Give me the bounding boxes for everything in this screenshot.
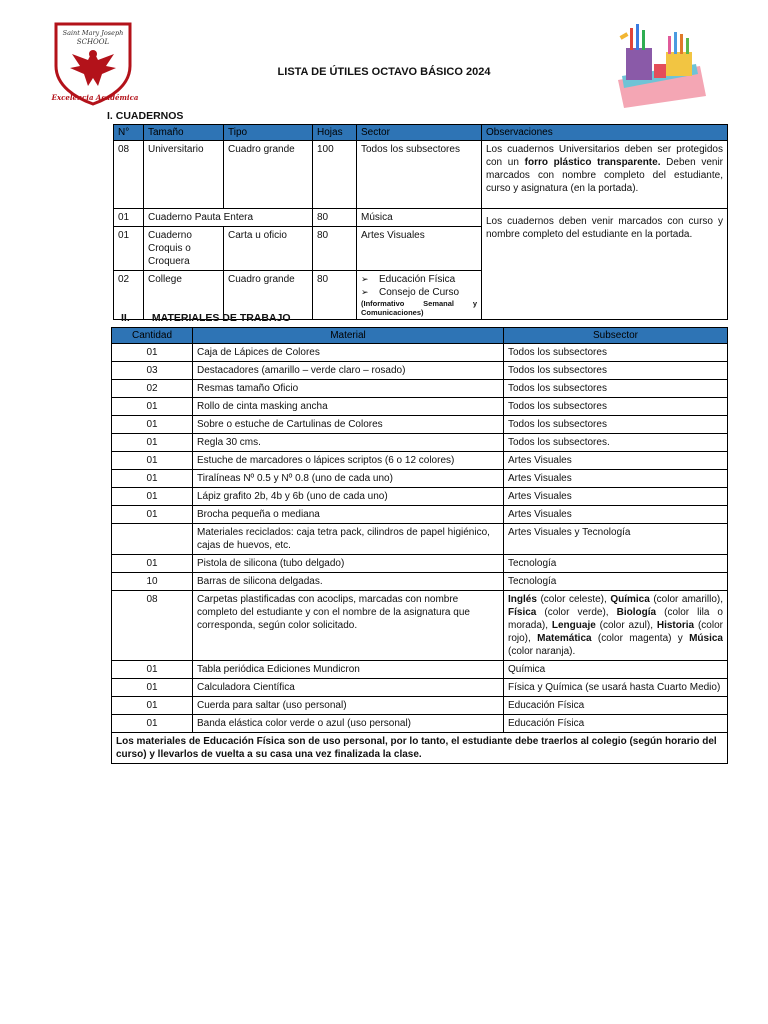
col-header: Hojas — [313, 125, 357, 141]
cell: Cuadro grande — [224, 141, 313, 209]
cell: College — [144, 271, 224, 320]
cell: 08 — [114, 141, 144, 209]
table-header-row — [114, 125, 728, 141]
cell: 80 — [313, 271, 357, 320]
subsector-cell: Educación Física — [504, 697, 728, 715]
subject-name: Física — [508, 607, 537, 618]
subsector-cell: Artes Visuales — [504, 506, 728, 524]
subsector-cell: Física y Química (se usará hasta Cuarto Medio) — [504, 679, 728, 697]
cell: 80 — [313, 227, 357, 271]
table-row — [112, 591, 728, 661]
material-cell: Caja de Lápices de Colores — [193, 344, 504, 362]
subject-color: (color amarillo), — [649, 594, 723, 605]
section-2-number: II. — [121, 312, 130, 324]
table-row — [112, 470, 728, 488]
table-header-row — [112, 328, 728, 344]
quantity-cell: 01 — [112, 434, 193, 452]
subject-name: Biología — [616, 607, 657, 618]
material-cell: Regla 30 cms. — [193, 434, 504, 452]
subject-color: (color lila o morada), — [508, 607, 723, 631]
cell: 80 — [313, 209, 357, 227]
quantity-cell: 10 — [112, 573, 193, 591]
table-row — [112, 573, 728, 591]
subsector-cell: Todos los subsectores — [504, 380, 728, 398]
col-header: Cantidad — [112, 328, 193, 344]
material-cell: Resmas tamaño Oficio — [193, 380, 504, 398]
material-cell: Lápiz grafito 2b, 4b y 6b (uno de cada uno) — [193, 488, 504, 506]
col-header: Tamaño — [144, 125, 224, 141]
quantity-cell: 01 — [112, 555, 193, 573]
table-row — [114, 209, 728, 227]
col-header: Observaciones — [482, 125, 728, 141]
table-row — [112, 416, 728, 434]
material-cell: Materiales reciclados: caja tetra pack, cilindros de papel higiénico, cajas de huevos, etc. — [193, 524, 504, 555]
col-header: Material — [193, 328, 504, 344]
obs-text: Los cuadernos Universitarios deben ser protegidos con un — [486, 144, 723, 168]
cell: Cuaderno Pauta Entera — [144, 209, 313, 227]
page-title: LISTA DE ÚTILES OCTAVO BÁSICO 2024 — [277, 66, 491, 78]
quantity-cell: 01 — [112, 452, 193, 470]
material-cell: Pistola de silicona (tubo delgado) — [193, 555, 504, 573]
sector-note: (Informativo Semanal y Comunicaciones) — [361, 299, 477, 317]
subsector-cell: Artes Visuales — [504, 470, 728, 488]
material-cell: Destacadores (amarillo – verde claro – rosado) — [193, 362, 504, 380]
table-row — [112, 398, 728, 416]
cell: 01 — [114, 227, 144, 271]
quantity-cell: 01 — [112, 506, 193, 524]
school-supplies-illustration — [608, 18, 708, 108]
table-row — [112, 555, 728, 573]
cell: Cuaderno Croquis o Croquera — [144, 227, 224, 271]
table-row — [112, 733, 728, 764]
subject-color: (color azul), — [595, 620, 657, 631]
subject-name: Música — [689, 633, 723, 644]
subsector-cell: Todos los subsectores — [504, 416, 728, 434]
quantity-cell — [112, 524, 193, 555]
logo-school-text: SCHOOL — [76, 38, 110, 46]
quantity-cell: 01 — [112, 488, 193, 506]
quantity-cell: 01 — [112, 661, 193, 679]
footer-note: Los materiales de Educación Física son de uso personal, por lo tanto, el estudiante debe traerlos al colegio (según horario del curso) y llevarlos de vuelta a su casa una vez finalizada la clase. — [112, 733, 728, 764]
col-header: Sector — [357, 125, 482, 141]
subject-color: (color celeste), — [536, 594, 611, 605]
quantity-cell: 01 — [112, 344, 193, 362]
subsector-cell: Artes Visuales y Tecnología — [504, 524, 728, 555]
cell: Música — [357, 209, 482, 227]
material-cell: Tabla periódica Ediciones Mundicron — [193, 661, 504, 679]
table-row — [112, 452, 728, 470]
table-row — [112, 661, 728, 679]
cell: Cuadro grande — [224, 271, 313, 320]
material-cell: Barras de silicona delgadas. — [193, 573, 504, 591]
material-cell: Tiralíneas Nº 0.5 y Nº 0.8 (uno de cada uno) — [193, 470, 504, 488]
table-row — [112, 344, 728, 362]
sector-bullet — [361, 286, 477, 299]
table-row — [112, 715, 728, 733]
subject-name: Química — [610, 594, 650, 605]
section-1-number: I. — [107, 110, 113, 122]
observation-cell: Los cuadernos deben venir marcados con curso y nombre completo del estudiante en la portada. — [482, 209, 728, 320]
quantity-cell: 01 — [112, 697, 193, 715]
cell: 100 — [313, 141, 357, 209]
table-row — [112, 697, 728, 715]
cell: Universitario — [144, 141, 224, 209]
quantity-cell: 01 — [112, 679, 193, 697]
table-row — [114, 141, 728, 209]
table-row — [112, 679, 728, 697]
arrow-bullet-icon: ➢ — [361, 287, 369, 297]
material-cell: Rollo de cinta masking ancha — [193, 398, 504, 416]
quantity-cell: 08 — [112, 591, 193, 661]
material-cell: Banda elástica color verde o azul (uso personal) — [193, 715, 504, 733]
table-row — [112, 524, 728, 555]
quantity-cell: 03 — [112, 362, 193, 380]
subsector-cell: Artes Visuales — [504, 488, 728, 506]
obs-bold-text: forro plástico transparente. — [524, 157, 661, 168]
materials-table — [111, 327, 728, 764]
col-header: N° — [114, 125, 144, 141]
subsector-cell: Todos los subsectores — [504, 344, 728, 362]
subject-color: (color verde), — [536, 607, 617, 618]
cell: Carta u oficio — [224, 227, 313, 271]
subsector-cell: Todos los subsectores — [504, 362, 728, 380]
subsector-cell: Artes Visuales — [504, 452, 728, 470]
quantity-cell: 02 — [112, 380, 193, 398]
subsector-cell — [504, 591, 728, 661]
material-cell: Calculadora Científica — [193, 679, 504, 697]
obs-text: Deben venir marcados con nombre completo del estudiante, curso y asignatura (en la portada). — [486, 157, 724, 194]
logo-motto: Excelencia Académica — [51, 93, 139, 102]
quantity-cell: 01 — [112, 398, 193, 416]
material-cell: Carpetas plastificadas con acoclips, marcadas con nombre completo del estudiante y con el nombre de la asignatura que corresponda, según color solicitado. — [193, 591, 504, 661]
quantity-cell: 01 — [112, 470, 193, 488]
arrow-bullet-icon: ➢ — [361, 274, 369, 284]
section-1-title: CUADERNOS — [115, 110, 184, 122]
section-2-heading — [121, 312, 291, 324]
table-row — [112, 434, 728, 452]
subject-color: (color magenta) y — [591, 633, 690, 644]
material-cell: Brocha pequeña o mediana — [193, 506, 504, 524]
cell: 02 — [114, 271, 144, 320]
subject-name: Historia — [656, 620, 695, 631]
notebooks-table — [113, 124, 728, 320]
material-cell: Estuche de marcadores o lápices scriptos (6 o 12 colores) — [193, 452, 504, 470]
quantity-cell: 01 — [112, 715, 193, 733]
subsector-cell: Educación Física — [504, 715, 728, 733]
section-1-heading — [107, 110, 183, 122]
bullet-text: Educación Física — [379, 274, 456, 285]
cell: Todos los subsectores — [357, 141, 482, 209]
cell — [357, 271, 482, 320]
logo-top-text: Saint Mary Joseph — [62, 29, 124, 37]
sector-bullet — [361, 273, 477, 286]
subject-name: Matemática — [537, 633, 592, 644]
table-row — [112, 506, 728, 524]
col-header: Tipo — [224, 125, 313, 141]
observation-cell — [482, 141, 728, 209]
subject-color: (color rojo), — [508, 620, 723, 644]
table-row — [112, 380, 728, 398]
table-row — [112, 488, 728, 506]
table-row — [112, 362, 728, 380]
subsector-cell: Todos los subsectores — [504, 398, 728, 416]
quantity-cell: 01 — [112, 416, 193, 434]
subsector-cell: Química — [504, 661, 728, 679]
col-header: Subsector — [504, 328, 728, 344]
material-cell: Sobre o estuche de Cartulinas de Colores — [193, 416, 504, 434]
subsector-cell: Tecnología — [504, 573, 728, 591]
subsector-cell: Tecnología — [504, 555, 728, 573]
cell: Artes Visuales — [357, 227, 482, 271]
subject-color: (color naranja). — [508, 646, 576, 657]
section-2-title: MATERIALES DE TRABAJO — [151, 312, 291, 324]
bullet-text: Consejo de Curso — [379, 287, 460, 298]
material-cell: Cuerda para saltar (uso personal) — [193, 697, 504, 715]
subsector-cell: Todos los subsectores. — [504, 434, 728, 452]
cell: 01 — [114, 209, 144, 227]
subject-name: Lenguaje — [551, 620, 596, 631]
subject-name: Inglés — [508, 594, 537, 605]
